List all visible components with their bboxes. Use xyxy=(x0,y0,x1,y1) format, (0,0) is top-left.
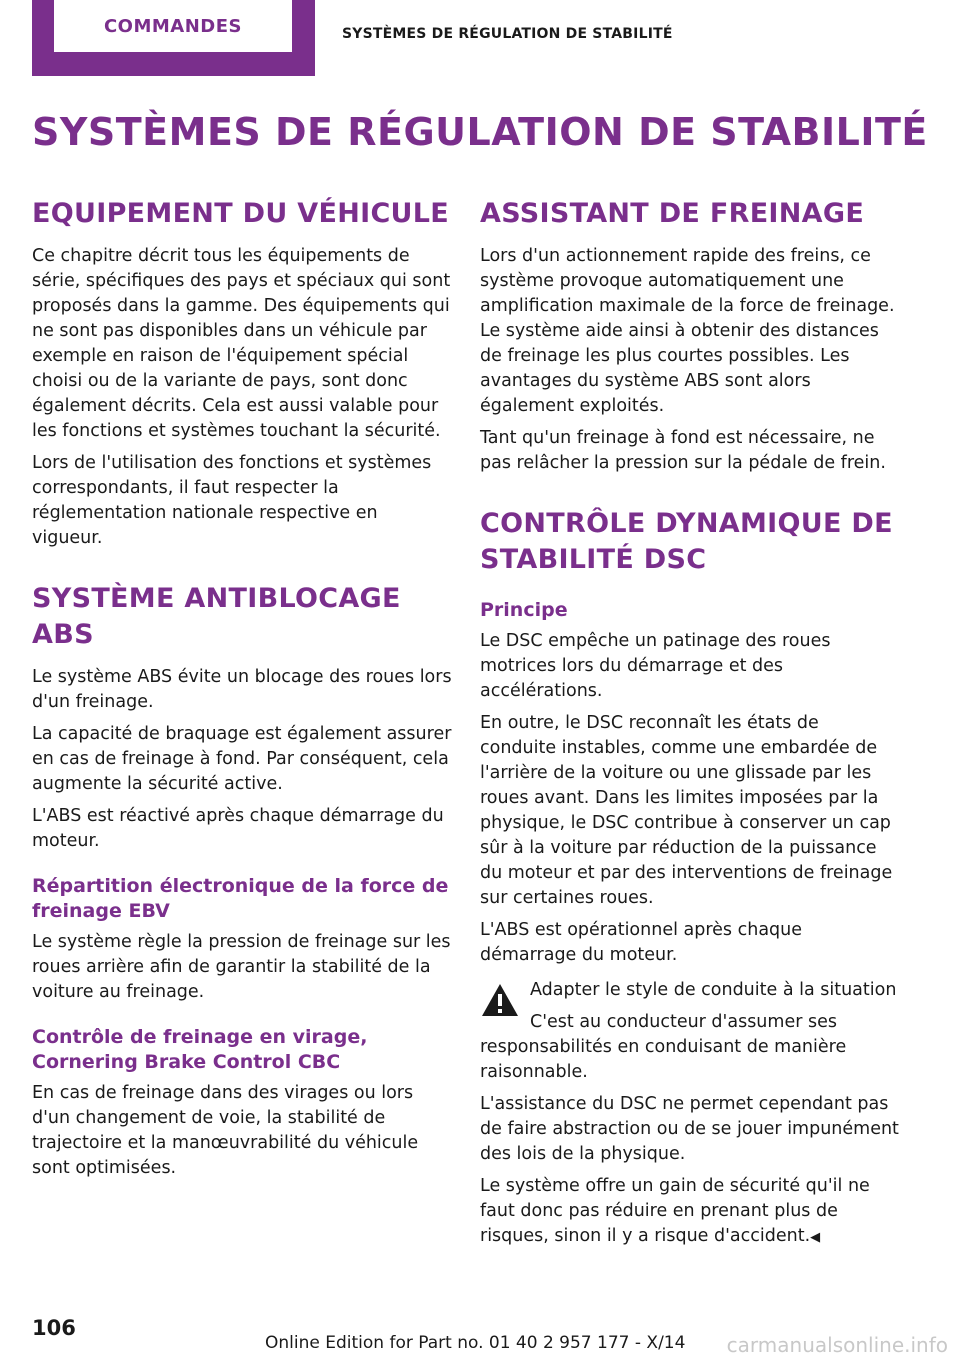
heading-assistant: ASSISTANT DE FREINAGE xyxy=(480,198,865,229)
paragraph: Le DSC empêche un patinage des roues motrices lors du démarrage et des accélérations. xyxy=(480,631,831,701)
section-tab xyxy=(32,0,315,76)
heading-dsc: CONTRÔLE DYNAMIQUE DE STABILITÉ DSC xyxy=(480,508,893,575)
warning-block xyxy=(480,978,900,1250)
end-mark-icon: ◀ xyxy=(810,1230,821,1245)
paragraph: Lors d'un actionnement rapide des freins, ce système provoque automatiquement une amplification maximale de la force de freinage. Le système aide ainsi à obtenir des distances de freinage les plus courtes possibles. Les avantages du système ABS sont alors également exploités. xyxy=(480,246,895,416)
left-column xyxy=(32,196,452,1188)
watermark: carmanualsonline.info xyxy=(726,1333,948,1357)
section-tab-label: COMMANDES xyxy=(54,0,292,52)
right-column xyxy=(480,196,900,1257)
heading-abs: SYSTÈME ANTIBLOCAGE ABS xyxy=(32,583,401,650)
warning-paragraph xyxy=(480,1174,900,1250)
heading-equipement: EQUIPEMENT DU VÉHICULE xyxy=(32,198,450,229)
running-head: SYSTÈMES DE RÉGULATION DE STABILITÉ xyxy=(342,26,673,42)
page-title: SYSTÈMES DE RÉGULATION DE STABILITÉ xyxy=(32,110,928,154)
heading-principe: Principe xyxy=(480,599,568,621)
paragraph: Ce chapitre décrit tous les équipements de série, spécifiques des pays et spéciaux qui sont proposés dans la gamme. Des équipements qui ne sont pas disponibles dans un véhicule par exemple en raison de l'équipement spécial choisi ou de la variante de pays, sont donc également décrits. Cela est aussi valable pour les fonctions et systèmes touchant la sécurité. xyxy=(32,246,451,441)
paragraph: Le système règle la pression de freinage sur les roues arrière afin de garantir la stabilité de la voiture au freinage. xyxy=(32,932,451,1002)
heading-cbc: Contrôle de freinage en virage, Cornering Brake Control CBC xyxy=(32,1026,368,1073)
warning-paragraph: C'est au conducteur d'assumer ses responsabilités en conduisant de manière raisonnable. xyxy=(480,1012,847,1082)
warning-title: Adapter le style de conduite à la situation xyxy=(530,980,897,1000)
paragraph: En cas de freinage dans des virages ou lors d'un changement de voie, la stabilité de trajectoire et la manœuvrabilité du véhicule sont optimisées. xyxy=(32,1083,419,1178)
footer-edition: Online Edition for Part no. 01 40 2 957 177 - X/14 xyxy=(265,1333,686,1353)
paragraph: En outre, le DSC reconnaît les états de conduite instables, comme une embardée de l'arrière de la voiture ou une glissade par les roues avant. Dans les limites imposées par la physique, le DSC contribue à conserver un cap sûr à la voiture par réduction de la puissance du moteur et par des interventions de freinage sur certaines roues. xyxy=(480,713,893,908)
warning-paragraph: L'assistance du DSC ne permet cependant pas de faire abstraction ou de se jouer impunément des lois de la physique. xyxy=(480,1094,899,1164)
paragraph: L'ABS est réactivé après chaque démarrage du moteur. xyxy=(32,806,444,851)
paragraph: L'ABS est opérationnel après chaque démarrage du moteur. xyxy=(480,920,803,965)
paragraph: Tant qu'un freinage à fond est nécessaire, ne pas relâcher la pression sur la pédale de frein. xyxy=(480,428,886,473)
paragraph: La capacité de braquage est également assurer en cas de freinage à fond. Par conséquent, cela augmente la sécurité active. xyxy=(32,724,452,794)
warning-triangle-icon xyxy=(480,982,520,1018)
heading-ebv: Répartition électronique de la force de freinage EBV xyxy=(32,875,449,922)
paragraph: Le système ABS évite un blocage des roues lors d'un freinage. xyxy=(32,667,452,712)
paragraph: Lors de l'utilisation des fonctions et systèmes correspondants, il faut respecter la réglementation nationale respective en vigueur. xyxy=(32,453,432,548)
warning-paragraph-text: Le système offre un gain de sécurité qu'il ne faut donc pas réduire en prenant plus de risques, sinon il y a risque d'accident. xyxy=(480,1176,870,1246)
page-number: 106 xyxy=(32,1316,76,1340)
